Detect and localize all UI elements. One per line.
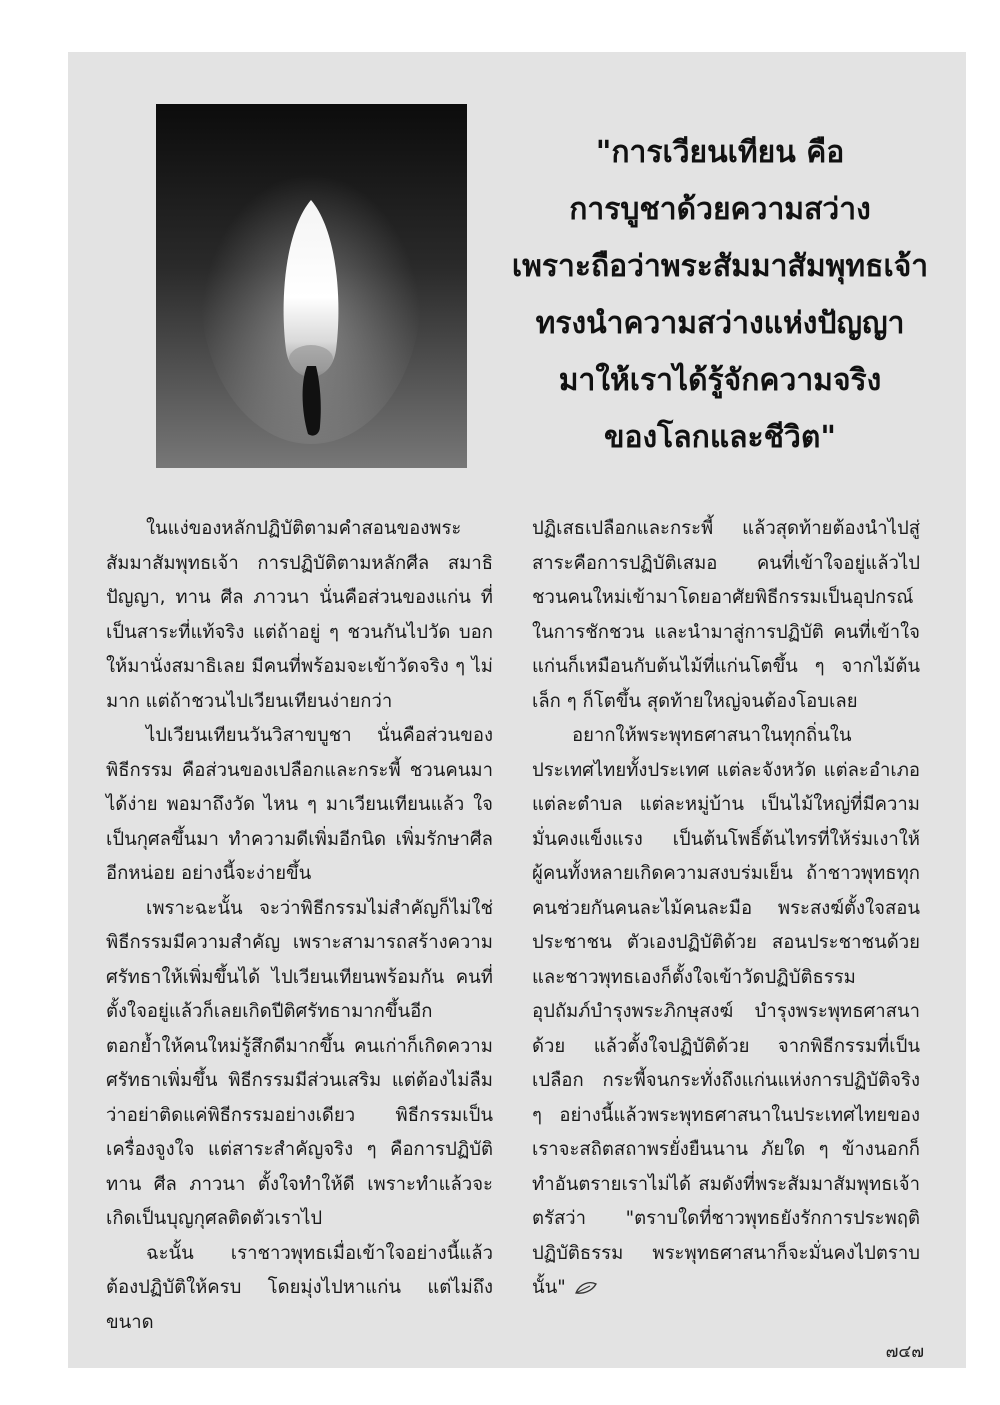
quote-line: มาให้เราได้รู้จักความจริง: [558, 363, 882, 398]
candle-flame-image: [156, 104, 467, 468]
body-paragraph-last: [532, 719, 920, 1306]
quote-line: "การเวียนเทียน คือ: [595, 135, 845, 170]
leaf-icon: [574, 1281, 598, 1295]
body-paragraph: เพราะฉะนั้น จะว่าพิธีกรรมไม่สำคัญก็ไม่ใช่ พิธีกรรมมีความสำคัญ เพราะสามารถสร้างความศรัทธาให้เพิ่มขึ้นได้ ไปเวียนเทียนพร้อมกัน คนที่ตั้งใจอยู่แล้วก็เลยเกิดปีติศรัทธามากขึ้นอีก ตอกย้ำให้คนใหม่รู้สึกดีมากขึ้น คนเก่าก็เกิดความศรัทธาเพิ่มขึ้น พิธีกรรมมีส่วนเสริม แต่ต้องไม่ลืมว่าอย่าติดแค่พิธีกรรมอย่างเดียว พิธีกรรมเป็นเครื่องจูงใจ แต่สาระสำคัญจริง ๆ คือการปฏิบัติ ทาน ศีล ภาวนา ตั้งใจทำให้ดี เพราะทำแล้วจะเกิดเป็นบุญกุศลติดตัวเราไป: [106, 897, 493, 1229]
pull-quote: [490, 124, 950, 466]
quote-line: การบูชาด้วยความสว่าง: [569, 192, 871, 227]
quote-line: ทรงนำความสว่างแห่งปัญญา: [535, 306, 905, 341]
quote-line: เพราะถือว่าพระสัมมาสัมพุทธเจ้า: [511, 249, 929, 284]
body-paragraph: ปฏิเสธเปลือกและกระพี้ แล้วสุดท้ายต้องนำไปสู่สาระคือการปฏิบัติเสมอ คนที่เข้าใจอยู่แล้วไปชวนคนใหม่เข้ามาโดยอาศัยพิธีกรรมเป็นอุปกรณ์ในการชักชวน และนำมาสู่การปฏิบัติ คนที่เข้าใจแก่นก็เหมือนกับต้นไม้ที่แก่นโตขึ้น ๆ จากไม้ต้นเล็ก ๆ ก็โตขึ้น สุดท้ายใหญ่จนต้องโอบเลย: [532, 518, 920, 712]
page-sheet: [68, 52, 966, 1368]
body-paragraph: ไปเวียนเทียนวันวิสาขบูชา นั่นคือส่วนของพิธีกรรม คือส่วนของเปลือกและกระพี้ ชวนคนมาได้ง่าย พอมาถึงวัด ไหน ๆ มาเวียนเทียนแล้ว ใจเป็นกุศลขึ้นมา ทำความดีเพิ่มอีกนิด เพิ่มรักษาศีลอีกหน่อย อย่างนี้จะง่ายขึ้น: [106, 725, 493, 884]
left-column: [106, 512, 493, 1340]
right-column: [532, 512, 920, 1306]
quote-line: ของโลกและชีวิต": [604, 420, 836, 455]
body-paragraph: ในแง่ของหลักปฏิบัติตามคำสอนของพระสัมมาสัมพุทธเจ้า การปฏิบัติตามหลักศีล สมาธิ ปัญญา, ทาน ศีล ภาวนา นั่นคือส่วนของแก่น ที่เป็นสาระที่แท้จริง แต่ถ้าอยู่ ๆ ชวนกันไปวัด บอกให้มานั่งสมาธิเลย มีคนที่พร้อมจะเข้าวัดจริง ๆ ไม่มาก แต่ถ้าชวนไปเวียนเทียนง่ายกว่า: [106, 518, 493, 712]
page-number: ๗๔๗: [885, 1342, 924, 1362]
body-paragraph: ฉะนั้น เราชาวพุทธเมื่อเข้าใจอย่างนี้แล้ว ต้องปฏิบัติให้ครบ โดยมุ่งไปหาแก่น แต่ไม่ถึงขนาด: [106, 1242, 493, 1333]
candle-flame-icon: [156, 104, 467, 468]
body-paragraph-text: อยากให้พระพุทธศาสนาในทุกถิ่นในประเทศไทยทั้งประเทศ แต่ละจังหวัด แต่ละอำเภอ แต่ละตำบล แต่ละหมู่บ้าน เป็นไม้ใหญ่ที่มีความมั่นคงแข็งแรง เป็นต้นโพธิ์ต้นไทรที่ให้ร่มเงาให้ผู้คนทั้งหลายเกิดความสงบร่มเย็น ถ้าชาวพุทธทุกคนช่วยกันคนละไม้คนละมือ พระสงฆ์ตั้งใจสอนประชาชน ตัวเองปฏิบัติด้วย สอนประชาชนด้วยและชาวพุทธเองก็ตั้งใจเข้าวัดปฏิบัติธรรม อุปถัมภ์บำรุงพระภิกษุสงฆ์ บำรุงพระพุทธศาสนาด้วย แล้วตั้งใจปฏิบัติด้วย จากพิธีกรรมที่เป็นเปลือก กระพี้จนกระทั่งถึงแก่นแห่งการปฏิบัติจริง ๆ อย่างนี้แล้วพระพุทธศาสนาในประเทศไทยของเราจะสถิตสถาพรยั่งยืนนาน ภัยใด ๆ ข้างนอกก็ทำอันตรายเราไม่ได้ สมดังที่พระสัมมาสัมพุทธเจ้าตรัสว่า "ตราบใดที่ชาวพุทธยังรักการประพฤติปฏิบัติธรรม พระพุทธศาสนาก็จะมั่นคงไปตราบนั้น": [532, 725, 920, 1298]
